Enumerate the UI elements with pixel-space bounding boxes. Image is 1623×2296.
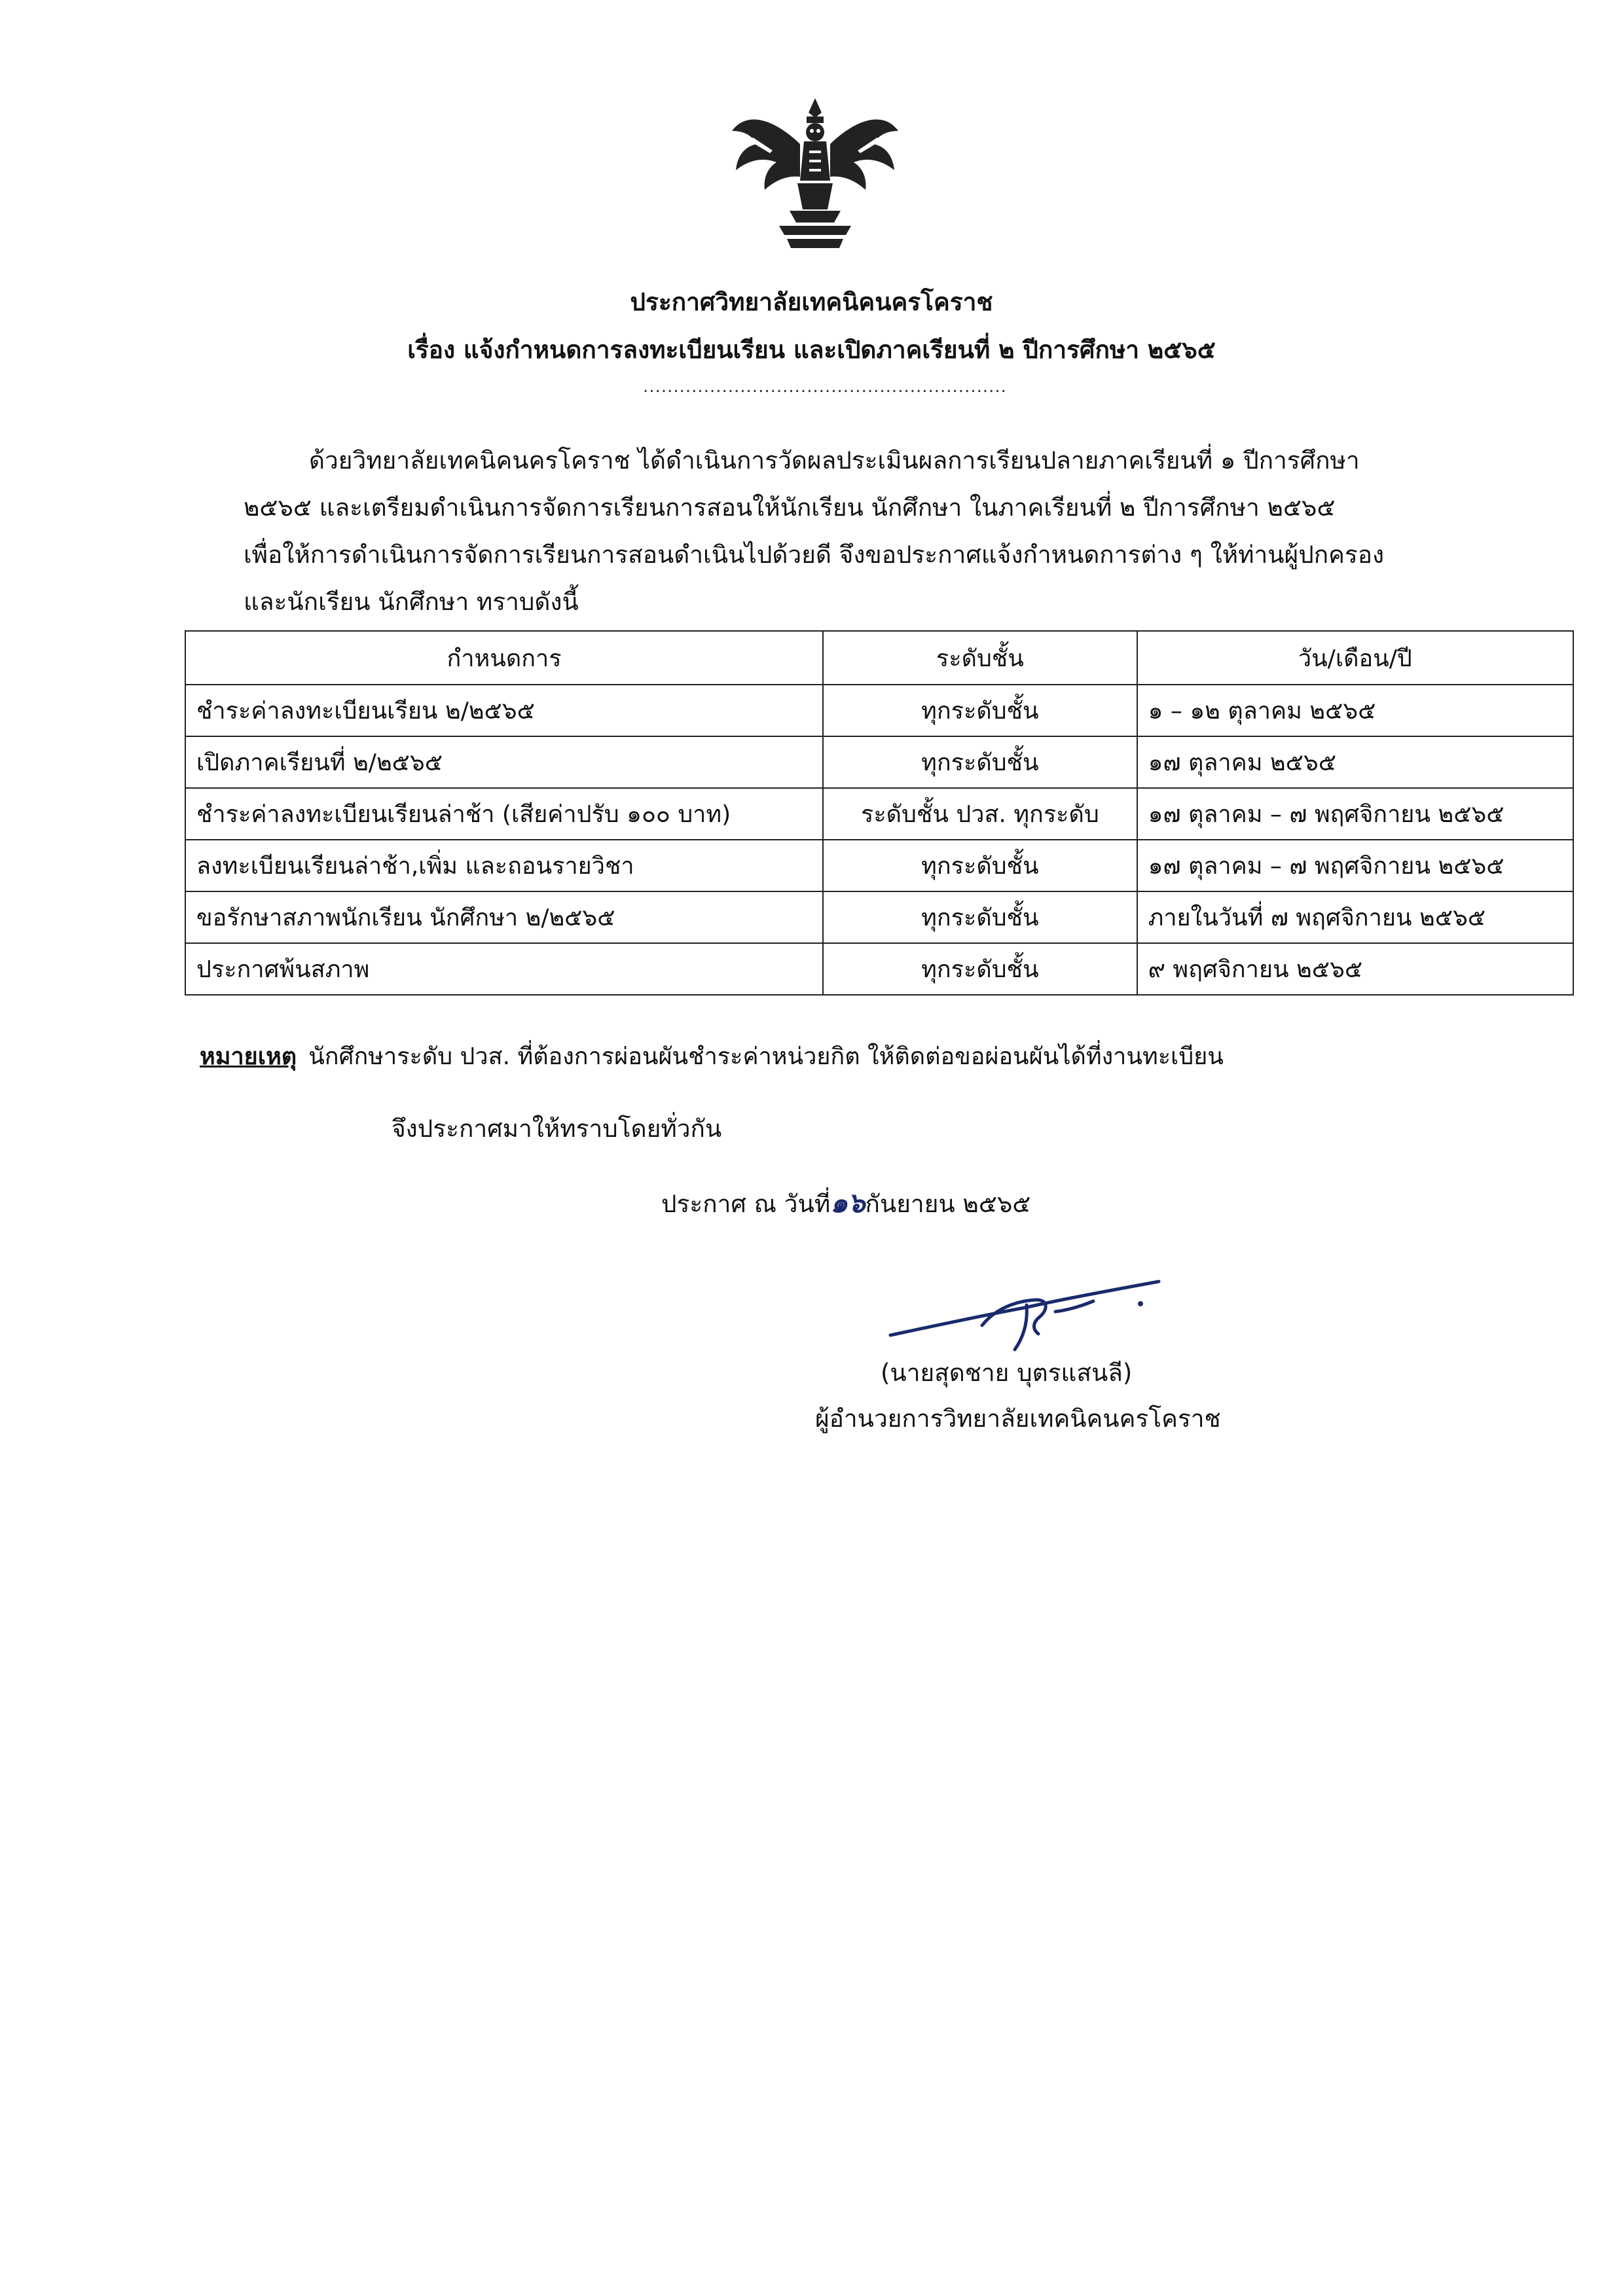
date-cell: ๑๗ ตุลาคม – ๗ พฤศจิกายน ๒๕๖๕ <box>1137 788 1573 840</box>
signer-name: (นายสุดชาย บุตรแสนลี) <box>881 1359 1133 1387</box>
closing-statement: จึงประกาศมาให้ทราบโดยทั่วกัน <box>392 1115 722 1143</box>
table-row <box>185 736 1573 788</box>
date-cell: ๑๗ ตุลาคม ๒๕๖๕ <box>1137 736 1573 788</box>
level-cell: ทุกระดับชั้น <box>823 943 1137 995</box>
date-suffix: กันยายน ๒๕๖๕ <box>865 1190 1031 1218</box>
signer-title: ผู้อำนวยการวิทยาลัยเทคนิคนครโคราช <box>815 1405 1221 1433</box>
remark-text: นักศึกษาระดับ ปวส. ที่ต้องการผ่อนผันชำระค่าหน่วยกิต ให้ติดต่อขอผ่อนผันได้ที่งานทะเบียน <box>308 1043 1224 1070</box>
schedule-cell: ประกาศพ้นสภาพ <box>185 943 823 995</box>
level-cell: ทุกระดับชั้น <box>823 891 1137 943</box>
document-subject: เรื่อง แจ้งกำหนดการลงทะเบียนเรียน และเปิดภาคเรียนที่ ๒ ปีการศึกษา ๒๕๖๕ <box>407 336 1216 364</box>
column-header-level: ระดับชั้น <box>823 631 1137 685</box>
column-header-date: วัน/เดือน/ปี <box>1137 631 1573 685</box>
schedule-table <box>185 630 1574 996</box>
body-line: ๒๕๖๕ และเตรียมดำเนินการจัดการเรียนการสอนให้นักเรียน นักศึกษา ในภาคเรียนที่ ๒ ปีการศึกษา ๒๕๖๕ <box>244 493 1336 522</box>
level-cell: ระดับชั้น ปวส. ทุกระดับ <box>823 788 1137 840</box>
body-line: ด้วยวิทยาลัยเทคนิคนครโคราช ได้ดำเนินการวัดผลประเมินผลการเรียนปลายภาคเรียนที่ ๑ ปีการศึกษา <box>309 446 1360 475</box>
table-header-row <box>185 631 1573 685</box>
level-cell: ทุกระดับชั้น <box>823 685 1137 736</box>
date-prefix: ประกาศ ณ วันที่ <box>661 1190 831 1218</box>
table-row <box>185 891 1573 943</box>
schedule-cell: ลงทะเบียนเรียนล่าช้า,เพิ่ม และถอนรายวิชา <box>185 840 823 891</box>
dotted-divider: ............................................................ <box>643 377 1007 397</box>
document-title: ประกาศวิทยาลัยเทคนิคนครโคราช <box>630 288 993 316</box>
schedule-cell: ชำระค่าลงทะเบียนเรียนล่าช้า (เสียค่าปรับ ๑๐๐ บาท) <box>185 788 823 840</box>
date-cell: ภายในวันที่ ๗ พฤศจิกายน ๒๕๖๕ <box>1137 891 1573 943</box>
garuda-emblem-icon <box>727 92 903 255</box>
date-cell: ๑๗ ตุลาคม – ๗ พฤศจิกายน ๒๕๖๕ <box>1137 840 1573 891</box>
body-line: เพื่อให้การดำเนินการจัดการเรียนการสอนดำเนินไปด้วยดี จึงขอประกาศแจ้งกำหนดการต่าง ๆ ให้ท่านผู้ปกครอง <box>244 541 1385 569</box>
body-paragraph <box>244 437 1396 626</box>
schedule-cell: ขอรักษาสภาพนักเรียน นักศึกษา ๒/๒๕๖๕ <box>185 891 823 943</box>
announcement-date <box>661 1181 1030 1225</box>
level-cell: ทุกระดับชั้น <box>823 840 1137 891</box>
table-row <box>185 685 1573 736</box>
table-row <box>185 840 1573 891</box>
date-cell: ๑ – ๑๒ ตุลาคม ๒๕๖๕ <box>1137 685 1573 736</box>
level-cell: ทุกระดับชั้น <box>823 736 1137 788</box>
table-row <box>185 943 1573 995</box>
column-header-schedule: กำหนดการ <box>185 631 823 685</box>
body-line: และนักเรียน นักศึกษา ทราบดังนี้ <box>244 588 579 616</box>
remark-label: หมายเหตุ <box>200 1043 297 1070</box>
table-row <box>185 788 1573 840</box>
date-day: ๑๖ <box>830 1187 866 1219</box>
date-cell: ๙ พฤศจิกายน ๒๕๖๕ <box>1137 943 1573 995</box>
schedule-cell: ชำระค่าลงทะเบียนเรียน ๒/๒๕๖๕ <box>185 685 823 736</box>
signature <box>884 1263 1172 1361</box>
remark <box>200 1041 1224 1073</box>
schedule-cell: เปิดภาคเรียนที่ ๒/๒๕๖๕ <box>185 736 823 788</box>
